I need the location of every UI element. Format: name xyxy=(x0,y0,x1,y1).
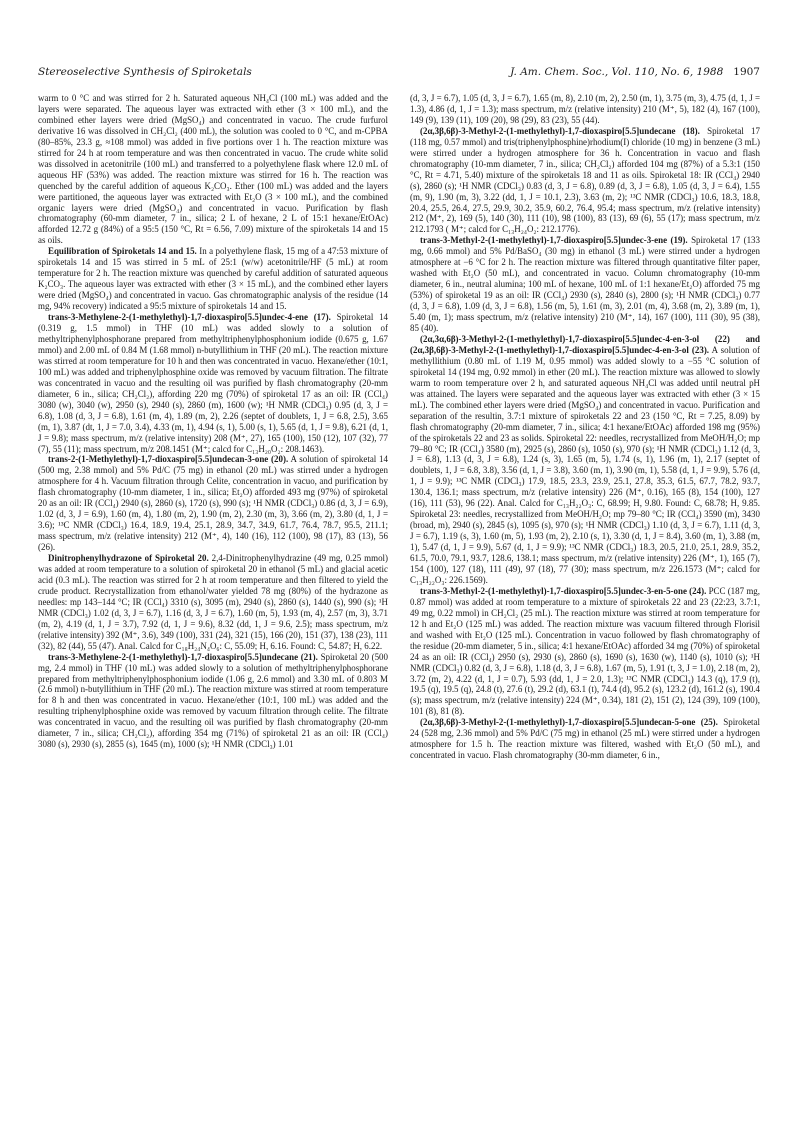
paragraph xyxy=(38,93,388,246)
paragraph xyxy=(410,334,760,586)
paragraph-text: Spiroketal 14 (0.319 g, 1.5 mmol) in THF (10 mL) was added slowly to a solution of methyltriphenylphosphorane prepared from methyltriphenylphosphonium iodide (0.675 g, 1.67 mmol) and 2.00 mL of 0.84 M (1.68 mmol) n-butyllithium in THF (20 mL). The reaction mixture was stirred at room temperature for 10 h and then was concentrated in vacuo. Hexane/ether (10:1, 100 mL) was added and triphenylphosphine oxide was removed by vacuum filtration. The filtrate was concentrated in vacuo and the resulting oil was purified by flash chromatography (20-mm diameter, 6 in., silica; CH₂Cl₂), affording 220 mg (70%) of spiroketal 17 as an oil: IR (CCl₄) 3080 (w), 3040 (w), 2950 (s), 2940 (s), 2860 (m), 1600 (w); ¹H NMR (CDCl₃) 0.95 (d, 3, J = 6.8), 1.08 (d, 3, J = 6.8), 1.61 (m, 4), 1.89 (m, 2), 2.26 (septet of doublets, 1, J = 6.8, 2.5), 3.65 (m, 1), 3.87 (dt, 1, J = 7.0, 3.4), 4.33 (m, 1), 4.94 (s, 1), 5.00 (s, 1), 5.65 (d, 1, J = 9.8), 6.21 (d, 1, J = 9.8); mass spectrum, m/z (relative intensity) 208 (M⁺, 27), 165 (100), 150 (12), 107 (32), 77 (7), 55 (11); mass spectrum, m/z 208.1451 (M⁺; calcd for C₁₃H₂₀O₂: 208.1463). xyxy=(38,312,388,454)
compound-heading: Equilibration of Spiroketals 14 and 15. xyxy=(48,246,197,257)
paragraph-text: Spiroketal 20 (500 mg, 2.4 mmol) in THF (10 mL) was added slowly to a solution of methyltriphenylphosphorane prepared from methyltriphenylphosphonium iodide (1.06 g, 2.6 mmol) and 3.30 mL of 0.803 M (2.6 mmol) n-butyllithium in THF (20 mL). The reaction mixture was stirred at room temperature for 8 h and then was concentrated in vacuo. Hexane/ether (10:1, 100 mL) was added and the resulting triphenylphosphine oxide was removed by vacuum filtration through celite. The filtrate was concentrated in vacuo, and the resulting oil was purified by flash chromatography (20-mm diameter, 7 in., silica; CH₂Cl₂), affording 354 mg (71%) of spiroketal 21 as an oil: IR (CCl₄) 3080 (s), 2930 (s), 2855 (s), 1645 (m), 1000 (s); ¹H NMR (CDCl₃) 1.01 xyxy=(38,651,388,750)
paragraph xyxy=(410,93,760,126)
paragraph-text: A solution of methyllithium (0.80 mL of 1.19 M, 0.95 mmol) was added slowly to a −55 °C solution of spiroketal 14 (194 mg, 0.92 mmol) in ether (20 mL). The reaction mixture was allowed to slowly warm to room temperature over 2 h, and saturated aqueous NH₄Cl was added until neutral pH was attained. The layers were separated and the aqueous layer was extracted with ether (3 × 15 mL). The combined ether layers were dried (MgSO₄) and concentrated in vacuo. Purification and separation of the resultin, 3.7:1 mixture of spiroketals 22 and 23 (150 °C, Rt = 7.25, 8.09) by flash chromatography (20-mm diameter, 7 in., silica; 4:1 hexane/EtOAc) afforded 198 mg (95%) of the spiroketals 22 and 23 as solids. Spiroketal 22: needles, recrystallized from MeOH/H₂O; mp 79–80 °C; IR (CCl₄) 3580 (m), 2925 (s), 2860 (s), 1050 (s), 970 (s); ¹H NMR (CDCl₃) 1.12 (d, 3, J = 6.8), 1.13 (d, 3, J = 6.8), 1.24 (s, 3), 1.65 (m, 5), 1.74 (s, 1), 1.96 (m, 1), 2.17 (septet of doublets, 1, J = 6.8, 3.8), 3.56 (d, 1, J = 3.8), 3.60 (m, 1), 3.90 (m, 1), 5.58 (d, 1, J = 9.9), 5.76 (d, 1, J = 9.9); ¹³C NMR (CDCl₃) 17.9, 18.5, 23.3, 23.9, 25.1, 27.8, 35.3, 61.5, 67.7, 78.2, 93.7, 130.4, 136.1; mass spectrum, m/z (relative intensity) 226 (M⁺, 0.16), 165 (8), 154 (100), 127 (16), 111 (53), 96 (22). Anal. Calcd for C₁₃H₂₂O₃: C, 68.99; H, 9.80. Found: C, 68.78; H, 9.85. Spiroketal 23: needles, recrystallized from MeOH/H₂O; mp 79–80 °C; IR (CCl₄) 3590 (m), 3430 (broad, m), 2940 (s), 2845 (s), 1095 (s), 970 (s); ¹H NMR (CDCl₃) 1.10 (d, 3, J = 6.7), 1.11 (d, 3, J = 6.7), 1.19 (s, 3), 1.60 (m, 5), 1.93 (m, 2), 2.10 (s, 1), 3.30 (d, 1, J = 8.4), 3.60 (m, 1), 3.88 (m, 1), 5.47 (d, 1, J = 9.9), 5.67 (d, 1, J = 9.9); ¹³C NMR (CDCl₃) 18.3, 20.5, 21.0, 25.1, 28.9, 35.2, 61.5, 70.0, 79.1, 93.7, 128.6, 138.1; mass spectrum, m/z (relative intensity) 226 (M⁺, 1), 165 (7), 154 (100), 127 (18), 111 (49), 97 (18), 77 (30); mass spectrum, m/z 226.1573 (M⁺; calcd for C₁₃H₂₂O₃: 226.1569). xyxy=(410,344,760,585)
paragraph xyxy=(410,235,760,334)
paragraph xyxy=(38,312,388,454)
paragraph-text: A solution of spiroketal 14 (500 mg, 2.38 mmol) and 5% Pd/C (75 mg) in ethanol (20 mL) was stirred under a hydrogen atmosphere for 4 h. Vacuum filtration through Celite, concentration in vacuo, and purification by flash chromatography (10-mm diameter, 1 in., silica; Et₂O) afforded 493 mg (97%) of spiroketal 20 as an oil: IR (CCl₄) 2940 (s), 2860 (s), 1720 (s), 990 (s); ¹H NMR (CDCl₃) 0.86 (d, 3, J = 6.9), 1.02 (d, 3, J = 6.9), 1.60 (m, 4), 1.80 (m, 2), 1.90 (m, 2), 2.30 (m, 3), 3.66 (m, 2), 3.80 (d, 1, J = 3.6); ¹³C NMR (CDCl₃) 16.4, 18.9, 19.4, 25.1, 28.9, 34.7, 34.9, 61.7, 76.4, 78.7, 95.5, 211.1; mass spectrum, m/z (relative intensity) 212 (M⁺, 4), 140 (16), 112 (100), 98 (17), 83 (13), 56 (26). xyxy=(38,454,388,553)
paragraph xyxy=(38,246,388,312)
paragraph-text: Spiroketal 17 (118 mg, 0.57 mmol) and tris(triphenylphosphine)rhodium(I) chloride (10 mg) in benzene (3 mL) were stirred under a hydrogen atmosphere for 36 h. Concentration in vacuo and flash chromatography (10-mm diameter, 7 in., silica; CH₂Cl₂) afforded 104 mg (87%) of a 5.3:1 (150 °C, Rt = 4.71, 5.40) mixture of the spiroketals 18 and 11 as oils. Spiroketal 18: IR (CCl₄) 2940 (s), 2860 (s); ¹H NMR (CDCl₃) 0.83 (d, 3, J = 6.8), 0.89 (d, 3, J = 6.8), 1.05 (d, 3, J = 6.4), 1.55 (m, 9), 1.90 (m, 3), 3.22 (dd, 1, J = 10.1, 2.3), 3.63 (m, 2); ¹³C NMR (CDCl₃) 10.6, 18.3, 18.8, 20.4, 25.5, 26.4, 27.5, 29.9, 30.2, 35.9, 60.2, 76.4, 95.4; mass spectrum, m/z (relative intensity) 212 (M⁺, 2), 169 (5), 140 (30), 111 (10), 98 (100), 83 (13), 69 (6), 55 (17); mass spectrum, m/z 212.1793 ( M⁺; calcd for C₁₃H₂₄O₂: 212.1776). xyxy=(410,125,760,235)
compound-heading: trans-2-(1-Methylethyl)-1,7-dioxaspiro[5.5]undecan-3-one (20). xyxy=(48,454,289,465)
running-title: Stereoselective Synthesis of Spiroketals xyxy=(38,66,252,78)
paragraph xyxy=(38,652,388,751)
paragraph-text: PCC (187 mg, 0.87 mmol) was added at room temperature to a mixture of spiroketals 22 and 23 (22:23, 3.7:1, 49 mg, 0.22 mmol) in CH₂Cl₂ (25 mL). The reaction mixture was stirred at room temperature for 12 h and Et₂O (125 mL) was added. The reaction mixture was vacuum filtered through Florisil and washed with Et₂O (125 mL). Concentration in vacuo followed by flash chromatography of the residue (20-mm diameter, 5 in., silica; 4:1 hexane/EtOAc) afforded 34 mg (70%) of spiroketal 24 as an oil: IR (CCl₄) 2950 (s), 2930 (s), 2860 (s), 1690 (s), 1630 (w), 1140 (s), 1010 (s); ¹H NMR (CDCl₃) 0.82 (d, 3, J = 6.8), 1.18 (d, 3, J = 6.8), 1.67 (m, 5), 1.91 (t, 3, J = 1.0), 2.18 (m, 2), 3.72 (m, 2), 4.22 (d, 1, J = 0.7), 5.93 (dd, 1, J = 2.0, 1.3); ¹³C NMR (CDCl₃) 14.3 (q), 17.9 (t), 19.5 (q), 19.5 (q), 24.8 (t), 27.6 (t), 29.2 (d), 63.1 (t), 74.4 (d), 95.2 (s), 123.2 (d), 161.2 (s), 190.4 (s); mass spectrum, m/z (relative intensity) 224 (M⁺, 0.34), 181 (2), 151 (2), 124 (39), 109 (100), 101 (8), 81 (8). xyxy=(410,585,760,717)
paragraph-text: warm to 0 °C and was stirred for 2 h. Saturated aqueous NH₄Cl (100 mL) was added and the layers were separated. The aqueous layer was extracted with ether (3 × 100 mL), and the combined ether layers were dried (MgSO₄) and concentrated in vacuo. The crude furfurol derivative 16 was dissolved in CH₂Cl₂ (400 mL), the solution was cooled to 0 °C, and m-CPBA (80–85%, 23.3 g, ≈108 mmol) was added in five portions over 1 h. The reaction mixture was stirred for 24 h at room temperature and was then concentrated in vacuo. The crude white solid was dissolved in acetonitrile (100 mL) and transferred to a polyethylene flask where 12.0 mL of aqueous HF (53%) was added. The reaction mixture was stirred for 16 h. The reaction was quenched by the careful addition of aqueous K₂CO₃. Ether (100 mL) was added and the layers were partitioned, the aqueous layer was extracted with Et₂O (3 × 100 mL), and the combined organic layers were dried (MgSO₄) and concentrated in vacuo. Purification by flash chromatography (60-mm diameter, 7 in., silica; 2 L of hexane, 2 L of 15:1 hexane/EtOAc) afforded 12.72 g (84%) of a 95:5 (150 °C, Rt = 6.56, 7.09) mixture of the spiroketals 14 and 15 as oils. xyxy=(38,93,388,246)
paragraph xyxy=(38,454,388,553)
left-column xyxy=(38,93,388,1113)
compound-heading: Dinitrophenylhydrazone of Spiroketal 20. xyxy=(48,553,209,564)
compound-heading: (2α,3β,6β)-3-Methyl-2-(1-methylethyl)-1,7-dioxaspiro[5.5]undecane (18). xyxy=(420,125,700,136)
journal-name: J. Am. Chem. Soc., Vol. 110, No. 6, 1988 xyxy=(510,66,724,78)
compound-heading: trans-3-Methylene-2-(1-methylethyl)-1,7-dioxaspiro[5.5]undecane (21). xyxy=(48,651,318,662)
paragraph-text: In a polyethylene flask, 15 mg of a 47:53 mixture of spiroketals 14 and 15 was stirred in 5 mL of 25:1 (w/w) acetonitrile/HF (5 mL) at room temperature for 2 h. The reaction mixture was quenched by careful addition of saturated aqueous K₂CO₃. The aqueous layer was extracted with ether (3 × 15 mL), and the combined ether layers were dried (MgSO₄) and concentrated in vacuo. Gas chromatographic analysis of the residue (14 mg, 94% recovery) indicated a 95:5 mixture of spiroketals 14 and 15. xyxy=(38,246,388,312)
compound-heading: (2α,3α,6β)-3-Methyl-2-(1-methylethyl)-1,7-dioxaspiro[5.5]undec-4-en-3-ol (22) and (2α,3β,6β)-3-Methyl-2-(1-methylethyl)-1,7-dioxaspiro[5.5]undec-4-en-3-ol (23). xyxy=(410,333,760,355)
page-number: 1907 xyxy=(733,66,760,78)
right-column xyxy=(410,93,760,1113)
paragraph xyxy=(410,126,760,236)
journal-citation xyxy=(510,66,760,78)
paragraph-text: (d, 3, J = 6.7), 1.05 (d, 3, J = 6.7), 1.65 (m, 8), 2.10 (m, 2), 2.50 (m, 1), 3.75 (m, 3), 4.75 (d, 1, J = 1.3), 4.86 (d, 1, J = 1.3); mass spectrum, m/z (relative intensity) 210 (M⁺, 5), 182 (4), 167 (100), 149 (9), 139 (11), 109 (20), 98 (29), 83 (23), 55 (44). xyxy=(410,93,760,125)
compound-heading: (2α,3β,6β)-3-Methyl-2-(1-methylethyl)-1,7-dioxaspiro[5.5]undecan-5-one (25). xyxy=(420,717,718,728)
compound-heading: trans-3-Methyl-2-(1-methylethyl)-1,7-dioxaspiro[5.5]undec-3-en-5-one (24). xyxy=(420,585,707,596)
paragraph-text: Spiroketal 17 (133 mg, 0.66 mmol) and 5% Pd/BaSO₄ (30 mg) in ethanol (3 mL) were stirred under a hydrogen atmosphere at −6 °C for 2 h. The reaction mixture was filtered through quantitative filter paper, washed with Et₂O (50 mL), and concentrated in vacuo. Column chromatography (10-mm diameter, 6 in., neutral alumina; 100 mL of hexane, 100 mL of 1:1 hexane/Et₂O) afforded 75 mg (53%) of spiroketal 19 as an oil: IR (CCl₄) 2930 (s), 2840 (s), 2800 (s); ¹H NMR (CDCl₃) 0.77 (d, 3, J = 6.8), 1.09 (d, 3, J = 6.8), 1.56 (m, 5), 1.61 (m, 3), 2.01 (m, 4), 3.68 (m, 2), 3.89 (m, 1), 5.40 (m, 1); mass spectrum, m/z (relative intensity) 210 (M⁺, 14), 167 (100), 111 (30), 95 (38), 85 (40). xyxy=(410,235,760,334)
paragraph-text: 2,4-Dinitrophenylhydrazine (49 mg, 0.25 mmol) was added at room temperature to a solution of spiroketal 20 in ethanol (5 mL) and glacial acetic acid (0.3 mL). The reaction was stirred for 2 h at room temperature and then filtered to yield the crude product. Recrystallization from ethanol/water yielded 78 mg (80%) of the hydrazone as needles: mp 143–144 °C; IR (CCl₄) 3310 (s), 3095 (m), 2940 (s), 2860 (s), 1440 (s), 990 (s); ¹H NMR (CDCl₃) 1.02 (d, 3, J = 6.7), 1.16 (d, 3, J = 6.7), 1.60 (m, 5), 1.93 (m, 4), 2.57 (m, 3), 3.71 (m, 2), 4.19 (d, 1, J = 3.7), 7.92 (d, 1, J = 9.6), 8.32 (dd, 1, J = 9.6, 2.5); mass spectrum, m/z (relative intensity) 392 (M⁺, 3.6), 349 (100), 331 (24), 321 (15), 166 (20), 151 (37), 138 (23), 111 (32), 82 (44), 55 (47). Anal. Calcd for C₁₈H₂₄N₄O₆: C, 55.09; H, 6.16. Found: C, 54.87; H, 6.22. xyxy=(38,553,388,651)
paragraph-text: Spiroketal 24 (528 mg, 2.36 mmol) and 5% Pd/C (75 mg) in ethanol (25 mL) were stirred under a hydrogen atmosphere for 1.5 h. The reaction mixture was filtered, washed with Et₂O (50 mL), and concentrated in vacuo. Flash chromatography (30-mm diameter, 6 in., xyxy=(410,717,760,761)
compound-heading: trans-3-Methyl-2-(1-methylethyl)-1,7-dioxaspiro[5.5]undec-3-ene (19). xyxy=(420,235,688,246)
paragraph xyxy=(410,586,760,717)
compound-heading: trans-3-Methylene-2-(1-methylethyl)-1,7-dioxaspiro[5.5]undec-4-ene (17). xyxy=(48,312,331,323)
body-columns xyxy=(38,93,760,1113)
paragraph xyxy=(410,717,760,761)
paragraph xyxy=(38,553,388,652)
running-header xyxy=(38,66,760,84)
